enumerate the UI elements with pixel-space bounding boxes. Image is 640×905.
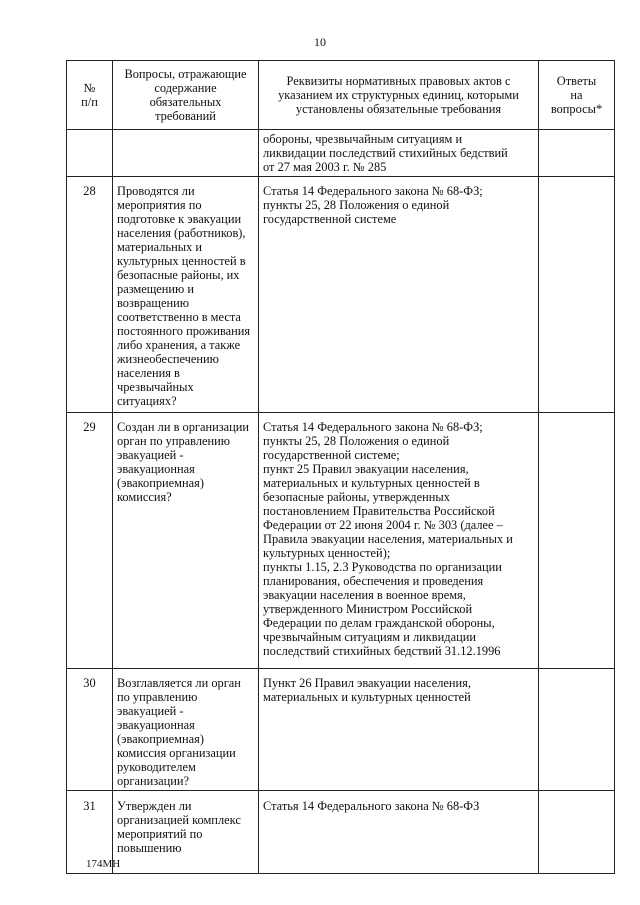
header-number: № п/п bbox=[67, 61, 113, 130]
table-row bbox=[67, 177, 615, 413]
row-number: 28 bbox=[67, 177, 113, 413]
row-question: Утвержден ли организацией комплекс мероприятий по повышению bbox=[113, 791, 259, 874]
header-question: Вопросы, отражающие содержание обязательных требований bbox=[113, 61, 259, 130]
row-answer[interactable] bbox=[539, 177, 615, 413]
row-question: Создан ли в организации орган по управлению эвакуацией - эвакуационная (эвакоприемная) комиссия? bbox=[113, 413, 259, 669]
row-number: 31 bbox=[67, 791, 113, 874]
page-number: 10 bbox=[314, 35, 326, 49]
row-legal-acts: обороны, чрезвычайным ситуациям и ликвидации последствий стихийных бедствий от 27 мая 2003 г. № 285 bbox=[259, 130, 539, 177]
header-legal-acts: Реквизиты нормативных правовых актов с указанием их структурных единиц, которыми установлены обязательные требования bbox=[259, 61, 539, 130]
table-row bbox=[67, 791, 615, 874]
row-number: 29 bbox=[67, 413, 113, 669]
table-header-row bbox=[67, 61, 615, 130]
row-legal-acts: Статья 14 Федерального закона № 68-ФЗ bbox=[259, 791, 539, 874]
row-question: Проводятся ли мероприятия по подготовке к эвакуации населения (работников), материальных и культурных ценностей в безопасные районы, их размещению и возвращению соответственно в места постоянного проживания либо хранения, а также жизнеобеспечению населения в чрезвычайных ситуациях? bbox=[113, 177, 259, 413]
row-question: Возглавляется ли орган по управлению эвакуацией - эвакуационная (эвакоприемная) комиссия организации руководителем организации? bbox=[113, 669, 259, 791]
header-answer: Ответы на вопросы* bbox=[539, 61, 615, 130]
row-answer[interactable] bbox=[539, 130, 615, 177]
row-question bbox=[113, 130, 259, 177]
table-row bbox=[67, 669, 615, 791]
row-answer[interactable] bbox=[539, 413, 615, 669]
table-row bbox=[67, 130, 615, 177]
row-answer[interactable] bbox=[539, 669, 615, 791]
row-number: 30 bbox=[67, 669, 113, 791]
row-answer[interactable] bbox=[539, 791, 615, 874]
row-legal-acts: Статья 14 Федерального закона № 68-ФЗ; пункты 25, 28 Положения о единой государственной системе bbox=[259, 177, 539, 413]
row-legal-acts: Пункт 26 Правил эвакуации населения, материальных и культурных ценностей bbox=[259, 669, 539, 791]
requirements-table bbox=[66, 60, 615, 874]
row-legal-acts: Статья 14 Федерального закона № 68-ФЗ; пункты 25, 28 Положения о единой государственной системе; пункт 25 Правил эвакуации населения, материальных и культурных ценностей в безопасные районы, утвержденных постановлением Правительства Российской Федерации от 22 июня 2004 г. № 303 (далее – Правила эвакуации населения, материальных и культурных ценностей); пункты 1.15, 2.3 Руководства по организации планирования, обеспечения и проведения эвакуации населения в военное время, утвержденного Министром Российской Федерации по делам гражданской обороны, чрезвычайным ситуациям и ликвидации последствий стихийных бедствий 31.12.1996 bbox=[259, 413, 539, 669]
row-number bbox=[67, 130, 113, 177]
document-code: 174МН bbox=[86, 858, 121, 870]
table-row bbox=[67, 413, 615, 669]
